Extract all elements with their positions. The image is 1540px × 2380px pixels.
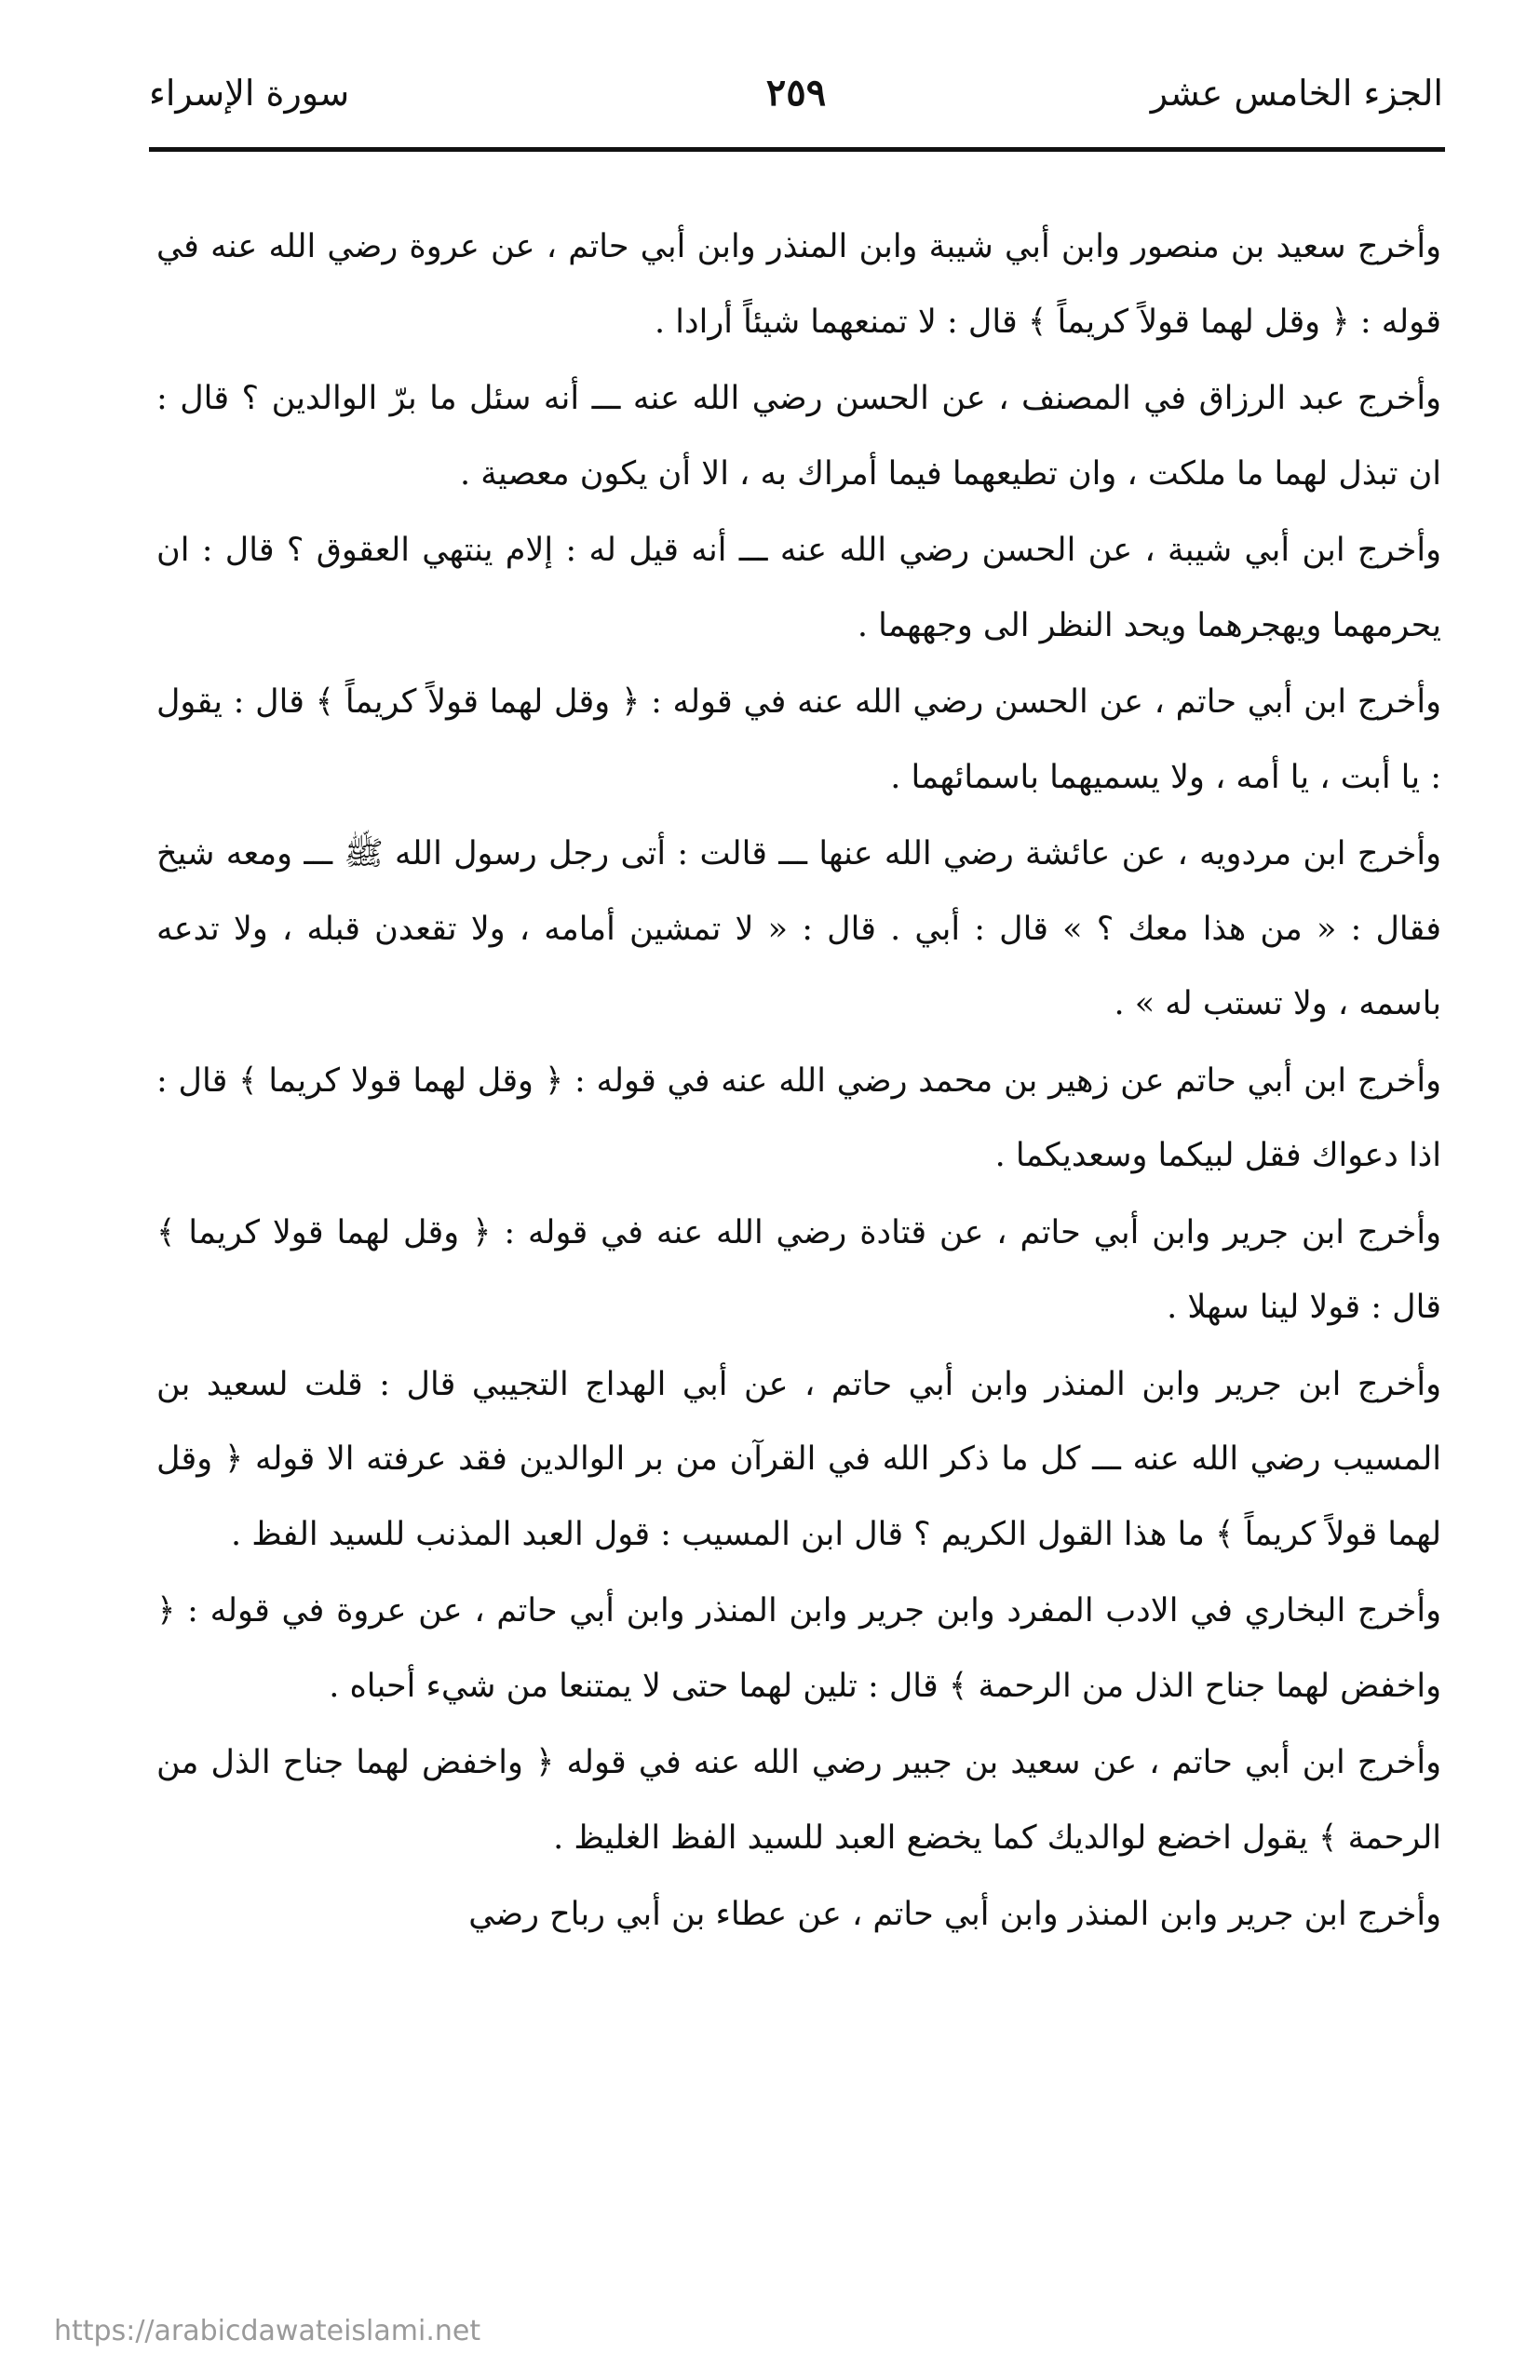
paragraph: وأخرج سعيد بن منصور وابن أبي شيبة وابن المنذر وابن أبي حاتم ، عن عروة رضي الله عنه في قوله : ﴿ وقل لهما قولاً كريماً ﴾ قال : لا تمنعهما شيئاً أرادا . <box>156 228 1441 341</box>
paragraph: وأخرج ابن جرير وابن المنذر وابن أبي حاتم ، عن عطاء بن أبي رباح رضي <box>468 1896 1441 1933</box>
paragraph: وأخرج ابن أبي حاتم ، عن الحسن رضي الله عنه في قوله : ﴿ وقل لهما قولاً كريماً ﴾ قال : يقول : يا أبت ، يا أمه ، ولا يسميهما باسمائهما . <box>156 683 1441 796</box>
paragraph: وأخرج ابن أبي حاتم عن زهير بن محمد رضي الله عنه في قوله : ﴿ وقل لهما قولا كريما ﴾ قال : اذا دعواك فقل لبيكما وسعديكما . <box>156 1062 1441 1174</box>
part-title: الجزء الخامس عشر <box>1150 73 1443 114</box>
page-body <box>156 210 1441 1953</box>
paragraph: وأخرج ابن مردويه ، عن عائشة رضي الله عنها ـــ قالت : أتى رجل رسول الله ﷺ ـــ ومعه شيخ فقال : « من هذا معك ؟ » قال : أبي . قال : « لا تمشين أمامه ، ولا تقعدن قبله ، ولا تدعه باسمه ، ولا تستب له » . <box>156 835 1441 1022</box>
surah-title: سورة الإسراء <box>149 73 350 114</box>
page-number: ٢٥٩ <box>765 71 827 115</box>
paragraph: وأخرج ابن أبي شيبة ، عن الحسن رضي الله عنه ـــ أنه قيل له : إلام ينتهي العقوق ؟ قال : ان يحرمهما ويهجرهما ويحد النظر الى وجههما . <box>156 532 1441 644</box>
paragraph: وأخرج ابن أبي حاتم ، عن سعيد بن جبير رضي الله عنه في قوله ﴿ واخفض لهما جناح الذل من الرحمة ﴾ يقول اخضع لوالديك كما يخضع العبد للسيد الفظ الغليظ . <box>156 1744 1441 1857</box>
paragraph: وأخرج عبد الرزاق في المصنف ، عن الحسن رضي الله عنه ـــ أنه سئل ما برّ الوالدين ؟ قال : ان تبذل لهما ما ملكت ، وان تطيعهما فيما أمراك به ، الا أن يكون معصية . <box>156 380 1441 493</box>
paragraph: وأخرج ابن جرير وابن المنذر وابن أبي حاتم ، عن أبي الهداج التجيبي قال : قلت لسعيد بن المسيب رضي الله عنه ـــ كل ما ذكر الله في القرآن من بر الوالدين فقد عرفته الا قوله ﴿ وقل لهما قولاً كريماً ﴾ ما هذا القول الكريم ؟ قال ابن المسيب : قول العبد المذنب للسيد الفظ . <box>156 1365 1441 1553</box>
header-divider <box>149 147 1445 152</box>
paragraph: وأخرج ابن جرير وابن أبي حاتم ، عن قتادة رضي الله عنه في قوله : ﴿ وقل لهما قولا كريما ﴾ قال : قولا لينا سهلا . <box>156 1213 1441 1326</box>
page-header <box>149 65 1443 130</box>
watermark-url: https://arabicdawateislami.net <box>54 2315 481 2347</box>
paragraph: وأخرج البخاري في الادب المفرد وابن جرير وابن المنذر وابن أبي حاتم ، عن عروة في قوله : ﴿ واخفض لهما جناح الذل من الرحمة ﴾ قال : تلين لهما حتى لا يمتنعا من شيء أحباه . <box>156 1592 1441 1705</box>
